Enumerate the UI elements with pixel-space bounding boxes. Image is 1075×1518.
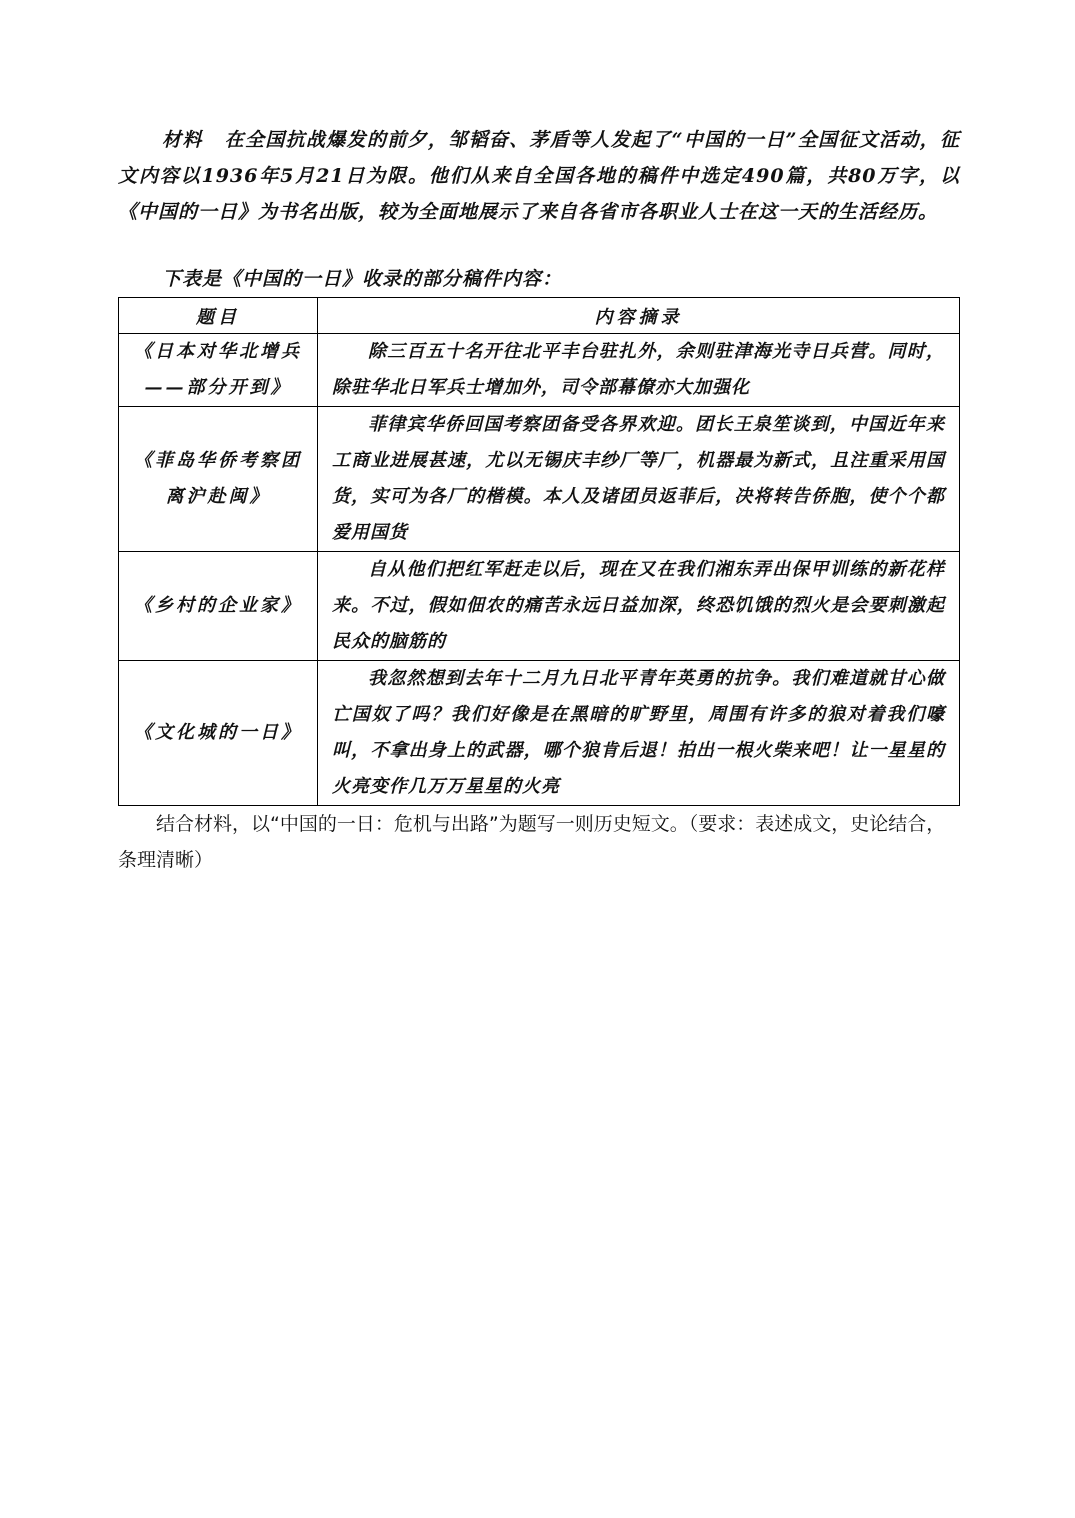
question-text: 结合材料，以“中国的一日：危机与出路”为题写一则历史短文。（要求：表述成文，史论结合，条理清晰） [118,813,946,871]
header-title: 题目 [119,298,318,334]
table-row [119,552,960,661]
table-row [119,334,960,407]
material-label: 材料 [162,129,203,151]
row-content: 我忽然想到去年十二月九日北平青年英勇的抗争。我们难道就甘心做亡国奴了吗？我们好像是在黑暗的旷野里，周围有许多的狼对着我们嚎叫，不拿出身上的武器，哪个狼肯后退！拍出一根火柴来吧！让一星星的火亮变作几万万星星的火亮 [318,661,960,806]
table-intro: 下表是《中国的一日》收录的部分稿件内容： [162,268,563,290]
row-content: 菲律宾华侨回国考察团备受各界欢迎。团长王泉笙谈到，中国近年来工商业进展甚速，尤以无锡庆丰纱厂等厂，机器最为新式，且注重采用国货，实可为各厂的楷模。本人及诸团员返菲后，决将转告侨胞，使个个都爱用国货 [318,407,960,552]
excerpts-table [118,297,960,806]
table-header-row [119,298,960,334]
row-title: 《文化城的一日》 [119,661,318,806]
table-row [119,407,960,552]
row-content: 自从他们把红军赶走以后，现在又在我们湘东弄出保甲训练的新花样来。不过，假如佃农的痛苦永远日益加深，终恐饥饿的烈火是会要刺激起民众的脑筋的 [318,552,960,661]
row-title: 《日本对华北增兵——部分开到》 [119,334,318,407]
row-title: 《乡村的企业家》 [119,552,318,661]
material-text: 在全国抗战爆发的前夕，邹韬奋、茅盾等人发起了“中国的一日”全国征文活动，征文内容以1936年5月21日为限。他们从来自全国各地的稿件中选定490篇，共80万字，以《中国的一日》为书名出版，较为全面地展示了来自各省市各职业人士在这一天的生活经历。 [118,129,960,223]
table-row [119,661,960,806]
header-content: 内容摘录 [318,298,960,334]
material-paragraph [118,122,960,230]
row-title: 《菲岛华侨考察团离沪赴闽》 [119,407,318,552]
row-content: 除三百五十名开往北平丰台驻扎外，余则驻津海光寺日兵营。同时，除驻华北日军兵士增加外，司令部幕僚亦大加强化 [318,334,960,407]
